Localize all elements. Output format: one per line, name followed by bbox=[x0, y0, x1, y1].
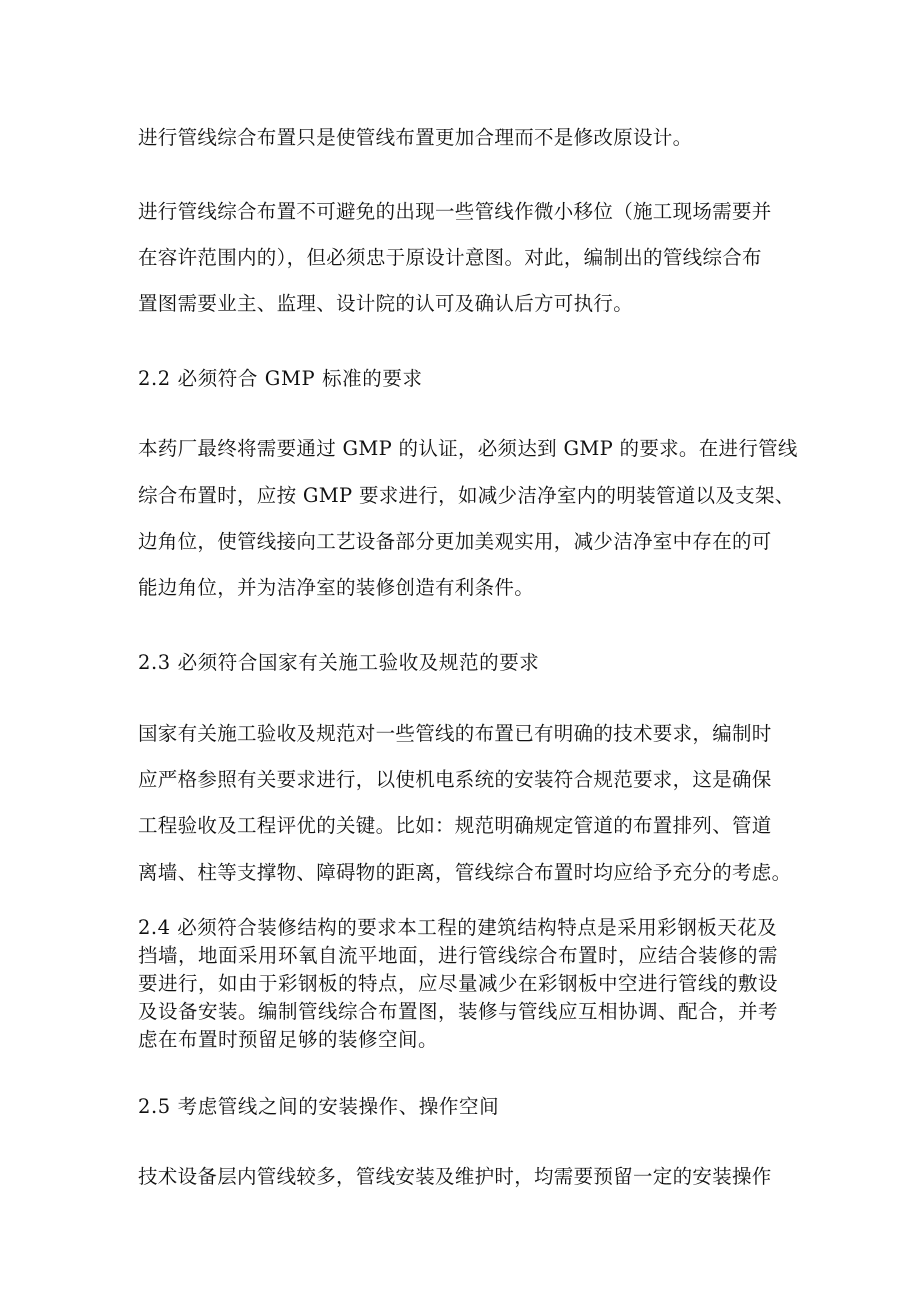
paragraph-line: 及设备安装。编制管线综合布置图，装修与管线应互相协调、配合，并考 bbox=[138, 1000, 779, 1023]
paragraph-line: 边角位，使管线接向工艺设备部分更加美观实用，减少洁净室中存在的可 bbox=[138, 530, 772, 553]
paragraph-line: 应严格参照有关要求进行，以使机电系统的安装符合规范要求，这是确保 bbox=[138, 768, 772, 791]
section-heading-2-3: 2.3 必须符合国家有关施工验收及规范的要求 bbox=[138, 651, 540, 674]
section-heading-2-2: 2.2 必须符合 GMP 标准的要求 bbox=[138, 367, 423, 390]
paragraph-line: 虑在布置时预留足够的装修空间。 bbox=[138, 1028, 439, 1051]
paragraph-line: 离墙、柱等支撑物、障碍物的距离，管线综合布置时均应给予充分的考虑。 bbox=[138, 861, 792, 884]
paragraph-line: 技术设备层内管线较多，管线安装及维护时，均需要预留一定的安装操作 bbox=[138, 1165, 772, 1188]
paragraph-line: 国家有关施工验收及规范对一些管线的布置已有明确的技术要求，编制时 bbox=[138, 722, 772, 745]
paragraph-line: 置图需要业主、监理、设计院的认可及确认后方可执行。 bbox=[138, 292, 634, 315]
paragraph-line: 要进行，如由于彩钢板的特点，应尽量减少在彩钢板中空进行管线的敷设 bbox=[138, 972, 779, 995]
paragraph-line: 2.4 必须符合装修结构的要求本工程的建筑结构特点是采用彩钢板天花及 bbox=[138, 916, 778, 939]
paragraph-line: 在容许范围内的），但必须忠于原设计意图。对此，编制出的管线综合布 bbox=[138, 246, 762, 269]
paragraph-line: 能边角位，并为洁净室的装修创造有利条件。 bbox=[138, 576, 535, 599]
paragraph-line: 进行管线综合布置只是使管线布置更加合理而不是修改原设计。 bbox=[138, 126, 693, 149]
section-heading-2-5: 2.5 考虑管线之间的安装操作、操作空间 bbox=[138, 1095, 500, 1118]
paragraph-line: 进行管线综合布置不可避免的出现一些管线作微小移位（施工现场需要并 bbox=[138, 200, 772, 223]
paragraph-line: 挡墙，地面采用环氧自流平地面，进行管线综合布置时，应结合装修的需 bbox=[138, 944, 779, 967]
paragraph-line: 工程验收及工程评优的关键。比如：规范明确规定管道的布置排列、管道 bbox=[138, 814, 772, 837]
paragraph-line: 综合布置时，应按 GMP 要求进行，如减少洁净室内的明装管道以及支架、 bbox=[138, 484, 795, 507]
paragraph-line: 本药厂最终将需要通过 GMP 的认证，必须达到 GMP 的要求。在进行管线 bbox=[138, 437, 798, 460]
